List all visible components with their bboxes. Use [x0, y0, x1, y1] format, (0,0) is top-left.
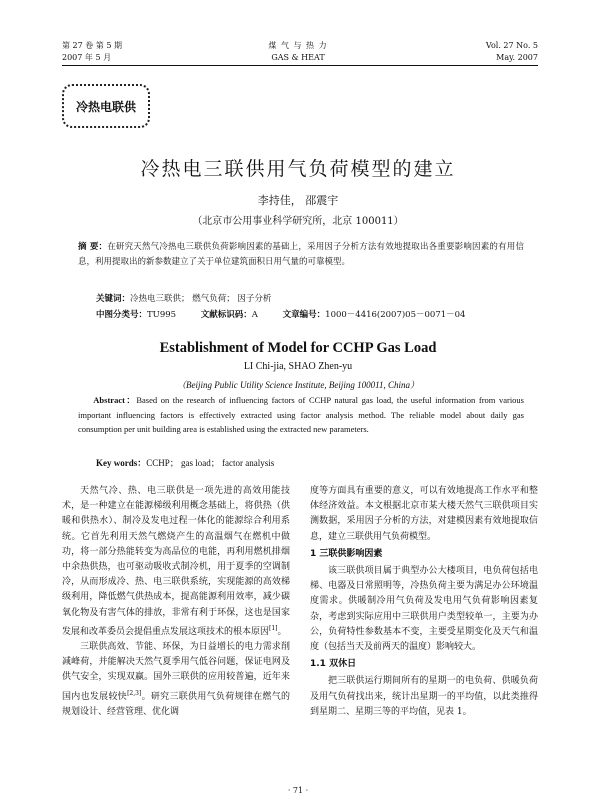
affiliation-en: （Beijing Public Utility Science Institute, Beijing 100011, China）	[176, 380, 420, 390]
intro-paragraph-1	[62, 484, 290, 640]
section-1-1-heading: 1.1 双休日	[310, 659, 357, 670]
citation-2-3: [2,3]	[127, 689, 142, 697]
keywords-cn-text: 冷热电三联供； 燃气负荷； 因子分析	[130, 294, 272, 304]
body-left-column	[62, 484, 290, 720]
section-1-heading: 1 三联供影响因素	[310, 548, 383, 559]
intro-continuation: 度等方面具有重要的意义，可以有效地提高工作水平和整体经济效益。本文根据北京市某大楼天然气三联供项目实测数据，采用因子分析的方法，对建模因素有效地提取信息，建立三联供用气负荷模型。	[310, 486, 538, 542]
abstract-en-text: Based on the research of influencing factors of CCHP natural gas load, the useful information from various important influencing factors is effectively extracted using factor analysis method. The reliable model about daily gas consumption per unit building area is established using the extracted new parameters.	[78, 395, 524, 434]
keywords-en-label: Key words：	[96, 458, 147, 468]
intro-p1-end: 。	[277, 626, 287, 637]
section-1-1-paragraph: 把三联供运行期间所有的星期一的电负荷、供暖负荷及用气负荷找出来，统计出星期一的平均值，以此类推得到星期二、星期三等的平均值，见表 1。	[310, 676, 538, 717]
article-id-label: 文章编号：	[282, 310, 326, 320]
intro-p2-text: 三联供高效、节能、环保，为日益增长的电力需求削减峰荷，并能解决天然气夏季用气低谷问题，保证电网及供气安全，实现双赢。国外三联供的应用较普遍，近年来国内也发展较快	[62, 642, 290, 702]
classification-line	[96, 308, 465, 320]
journal-name-en: GAS & HEAT	[271, 53, 325, 62]
abstract-cn	[78, 240, 524, 269]
authors-en: LI Chi-jia, SHAO Zhen-yu	[243, 361, 353, 372]
journal-name-cn: 煤 气 与 热 力	[268, 41, 328, 50]
authors-cn: 李持佳， 邵震宇	[257, 194, 339, 207]
body-right-column	[310, 484, 538, 720]
title-cn: 冷热电三联供用气负荷模型的建立	[140, 158, 456, 180]
abstract-en-label: Abstract：	[93, 395, 137, 405]
keywords-cn-label: 关键词：	[96, 294, 131, 304]
keywords-cn	[96, 292, 271, 304]
citation-1: [1]	[269, 624, 278, 632]
column-tag	[62, 84, 150, 128]
article-id-value: 1000－4416(2007)05－0071－04	[325, 310, 466, 320]
keywords-en-text: CCHP； gas load； factor analysis	[146, 458, 275, 468]
date-cn: 2007 年 5 月	[62, 53, 112, 62]
keywords-en	[96, 456, 274, 469]
header-rule	[62, 65, 538, 66]
column-tag-label: 冷热电联供	[75, 99, 136, 114]
date-en: May. 2007	[496, 53, 538, 62]
section-1-paragraph: 该三联供项目属于典型办公大楼项目，电负荷包括电梯、电器及日常照明等，冷热负荷主要为满足办公环境温度需求。供暖制冷用气负荷及发电用气负荷影响因素复杂，考虑到实际应用中三联供用户类型较单一，主要为办公，负荷特性参数基本不变，主要受星期变化及天气和温度（包括当天及前两天的温度）影响较大。	[310, 566, 538, 653]
intro-paragraph-2	[62, 640, 290, 720]
intro-p2-end: 。研究三联供用气负荷规律在燃气的规划设计、经营管理、优化调	[62, 691, 290, 717]
volume-issue-cn: 第 27 卷 第 5 期	[62, 41, 122, 50]
doc-code-label: 文献标识码：	[200, 310, 252, 320]
clc-label: 中图分类号：	[96, 310, 148, 320]
affiliation-cn: （北京市公用事业科学研究所，北京 100011）	[192, 216, 404, 227]
abstract-cn-label: 摘 要：	[78, 242, 108, 252]
abstract-cn-text: 在研究天然气冷热电三联供负荷影响因素的基础上，采用因子分析方法有效地提取出各重要影响因素的有用信息，利用提取出的新参数建立了关于单位建筑面积日用气量的可靠模型。	[78, 242, 524, 267]
page-number: · 71 ·	[287, 786, 309, 795]
abstract-en	[78, 393, 524, 437]
volume-issue-en: Vol. 27 No. 5	[485, 41, 538, 50]
title-en: Establishment of Model for CCHP Gas Load	[159, 340, 437, 356]
doc-code-value: A	[251, 310, 258, 320]
clc-value: TU995	[147, 310, 177, 320]
intro-p1-text: 天然气冷、热、电三联供是一项先进的高效用能技术，是一种建立在能源梯级利用概念基础上，将供热（供暖和供热水）、制冷及发电过程一体化的能源综合利用系统。它首先利用天然气燃烧产生的高温烟气在燃机中做功，将一部分热能转变为高品位的电能，再利用燃机排烟中余热供热，也可驱动吸收式制冷机，用于夏季的空调制冷，从而形成冷、热、电三联供系统，实现能源的高效梯级利用，降低燃气供热成本，提高能源利用效率，减少碳氧化物及有害气体的排放，非常有利于环保，这也是国家发展和改革委员会提倡重点发展这项技术的根本原因	[62, 486, 290, 637]
